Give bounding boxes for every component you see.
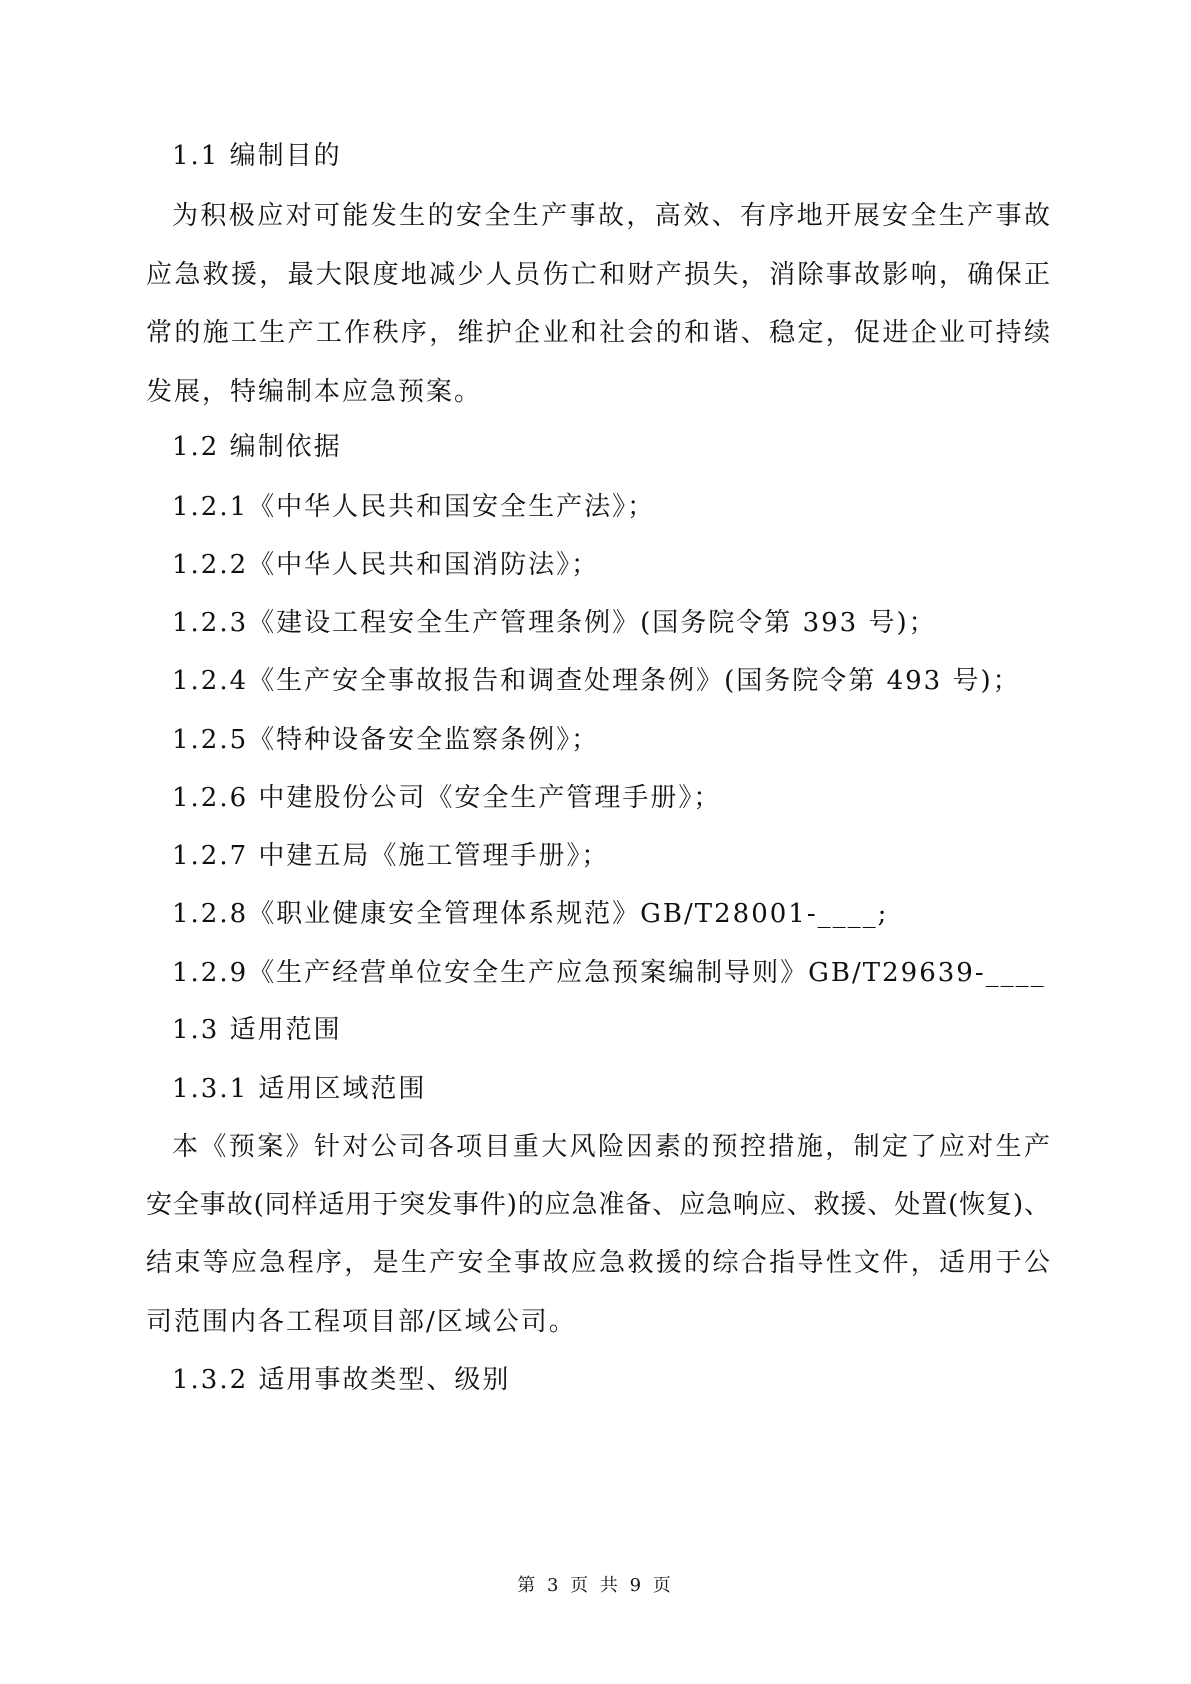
reference-item-5: 1.2.5《特种设备安全监察条例》； <box>172 725 600 755</box>
heading-1-3-1: 1.3.1 适用区域范围 <box>172 1074 427 1104</box>
heading-1-3: 1.3 适用范围 <box>172 1015 342 1045</box>
heading-1-3-2: 1.3.2 适用事故类型、级别 <box>172 1365 511 1395</box>
reference-item-8: 1.2.8《职业健康安全管理体系规范》GB/T28001-____; <box>172 899 889 929</box>
reference-item-9: 1.2.9《生产经营单位安全生产应急预案编制导则》GB/T29639-____ <box>172 958 1046 988</box>
reference-item-1: 1.2.1《中华人民共和国安全生产法》； <box>172 492 656 522</box>
paragraph-1-3-1-line-3: 结束等应急程序，是生产安全事故应急救援的综合指导性文件，适用于公 <box>146 1248 1050 1278</box>
reference-item-2: 1.2.2《中华人民共和国消防法》； <box>172 550 600 580</box>
reference-item-7: 1.2.7 中建五局《施工管理手册》； <box>172 841 610 871</box>
paragraph-1-3-1-line-1: 本《预案》针对公司各项目重大风险因素的预控措施，制定了应对生产 <box>172 1132 1050 1162</box>
reference-item-3: 1.2.3《建设工程安全生产管理条例》(国务院令第 393 号)； <box>172 608 937 638</box>
paragraph-1-3-1-line-4: 司范围内各工程项目部/区域公司。 <box>146 1307 577 1337</box>
heading-1-1: 1.1 编制目的 <box>172 141 342 171</box>
page-number-footer: 第 3 页 共 9 页 <box>517 1575 674 1596</box>
paragraph-1-1-line-3: 常的施工生产工作秩序，维护企业和社会的和谐、稳定，促进企业可持续 <box>146 318 1050 348</box>
heading-1-2: 1.2 编制依据 <box>172 432 342 462</box>
paragraph-1-1-line-1: 为积极应对可能发生的安全生产事故，高效、有序地开展安全生产事故 <box>172 201 1050 231</box>
paragraph-1-1-line-2: 应急救援，最大限度地减少人员伤亡和财产损失，消除事故影响，确保正 <box>146 260 1050 290</box>
reference-item-4: 1.2.4《生产安全事故报告和调查处理条例》(国务院令第 493 号)； <box>172 666 1021 696</box>
reference-item-6: 1.2.6 中建股份公司《安全生产管理手册》； <box>172 783 722 813</box>
paragraph-1-3-1-line-2: 安全事故(同样适用于突发事件)的应急准备、应急响应、救援、处置(恢复)、 <box>146 1190 1050 1220</box>
paragraph-1-1-line-4: 发展，特编制本应急预案。 <box>146 377 483 407</box>
